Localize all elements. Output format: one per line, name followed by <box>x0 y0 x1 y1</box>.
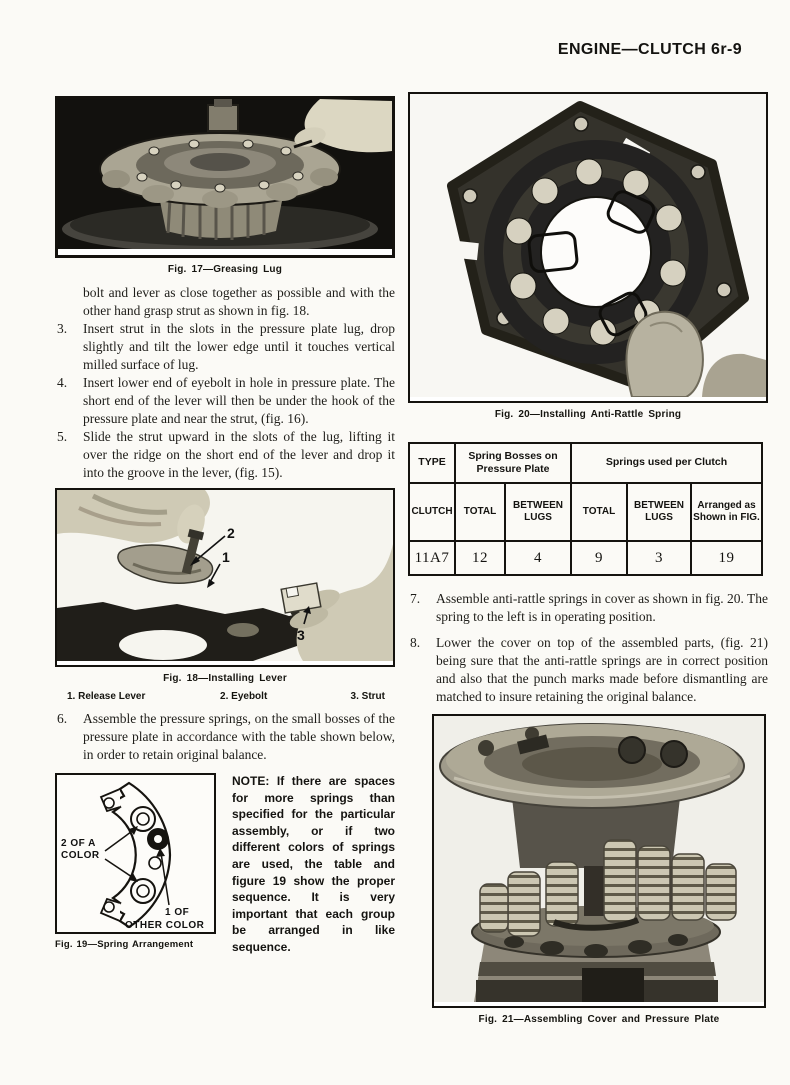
figure-17 <box>55 96 395 258</box>
intro-paragraph: bolt and lever as close together as possible and with the other hand grasp strut as shown in fig. 18. <box>83 285 395 318</box>
table-value-bosses-total: 12 <box>455 541 505 575</box>
fig18-callout-1: 1 <box>222 549 230 565</box>
spring-spec-table <box>408 442 763 576</box>
legend-strut: 3. Strut <box>350 691 385 702</box>
greasing-lug-photo <box>58 99 392 249</box>
right-column <box>408 0 768 1025</box>
step-7-text: Assemble anti-rattle springs in cover as shown in fig. 20. The spring to the left is in operating position. <box>436 591 768 624</box>
table-subheader-total-1: TOTAL <box>455 483 505 541</box>
table-subheader-clutch: CLUTCH <box>409 483 455 541</box>
cover-pressure-plate-photo <box>434 716 764 1002</box>
step-6-text: Assemble the pressure springs, on the small bosses of the pressure plate in accordance with the table shown below, in order to retain original balance. <box>83 711 395 762</box>
table-header-bosses: Spring Bosses on Pressure Plate <box>455 443 571 483</box>
step-3-text: Insert strut in the slots in the pressure plate lug, drop slightly and tilt the lower edge until it touches vertical milled surface of lug. <box>83 321 395 372</box>
table-value-springs-between: 3 <box>627 541 691 575</box>
table-header-type: TYPE <box>409 443 455 483</box>
step-4-text: Insert lower end of eyebolt in hole in pressure plate. The short end of the lever will then be under the hook of the pressure plate and near the strut, (fig. 16). <box>83 375 395 426</box>
spring-arrangement-diagram <box>57 775 214 932</box>
legend-eyebolt: 2. Eyebolt <box>220 691 268 702</box>
table-value-bosses-between: 4 <box>505 541 571 575</box>
fig18-callout-3: 3 <box>297 627 305 643</box>
legend-release-lever: 1. Release Lever <box>67 691 146 702</box>
table-subheader-total-2: TOTAL <box>571 483 627 541</box>
fig19-note-section <box>55 773 395 956</box>
fig18-legend <box>55 691 395 702</box>
table-value-clutch-type: 11A7 <box>409 541 455 575</box>
left-column <box>55 0 395 956</box>
step-5-text: Slide the strut upward in the slots of the lug, lifting it over the ridge on the short end of the lever and drop it into the groove in the lever, (fig. 15). <box>83 429 395 480</box>
fig18-caption: Fig. 18—Installing Lever <box>163 673 287 684</box>
fig18-callout-2: 2 <box>227 525 235 541</box>
step-4-number: 4. <box>57 375 68 390</box>
page-header-title: ENGINE—CLUTCH 6r-9 <box>557 41 742 58</box>
note-paragraph: NOTE: If there are spaces for more springs than specified for the particular assembly, or if two different colors of springs are used, the table and figure 19 show the proper sequence. It is very important that each group be arranged in like sequence. <box>232 774 395 954</box>
fig21-caption: Fig. 21—Assembling Cover and Pressure Plate <box>478 1014 720 1025</box>
figure-18 <box>55 488 395 667</box>
step-7 <box>408 590 768 626</box>
step-8-number: 8. <box>410 635 421 650</box>
step-3 <box>55 320 395 374</box>
fig19-label-two-a: 2 OF A <box>61 838 96 849</box>
step-7-number: 7. <box>410 591 421 606</box>
table-header-springs: Springs used per Clutch <box>571 443 762 483</box>
fig20-caption: Fig. 20—Installing Anti-Rattle Spring <box>494 409 682 420</box>
step-6-number: 6. <box>57 711 68 726</box>
table-subheader-between-lugs-1: BETWEEN LUGS <box>505 483 571 541</box>
fig17-caption: Fig. 17—Greasing Lug <box>167 264 283 275</box>
fig19-label-two-b: COLOR <box>61 850 100 861</box>
step-4 <box>55 374 395 428</box>
installing-lever-photo <box>57 490 393 661</box>
fig19-label-one-a: 1 OF <box>165 907 190 918</box>
step-5 <box>55 428 395 482</box>
anti-rattle-spring-photo <box>410 94 766 397</box>
table-subheader-arranged: Arranged as Shown in FIG. <box>691 483 762 541</box>
figure-20 <box>408 92 768 403</box>
step-5-number: 5. <box>57 429 68 444</box>
table-subheader-between-lugs-2: BETWEEN LUGS <box>627 483 691 541</box>
step-3-number: 3. <box>57 321 68 336</box>
figure-21 <box>432 714 766 1025</box>
step-8 <box>408 634 768 706</box>
fig19-label-one-b: OTHER COLOR <box>125 920 205 931</box>
step-6 <box>55 710 395 764</box>
figure-19 <box>55 773 232 950</box>
step-8-text: Lower the cover on top of the assembled parts, (fig. 21) being sure that the anti-rattle springs are in correct position and also that the punch marks made before dismantling are matched to insure retaining the original balance. <box>436 635 768 704</box>
table-value-figure-ref: 19 <box>691 541 762 575</box>
table-value-springs-total: 9 <box>571 541 627 575</box>
fig19-caption: Fig. 19—Spring Arrangement <box>55 939 194 950</box>
